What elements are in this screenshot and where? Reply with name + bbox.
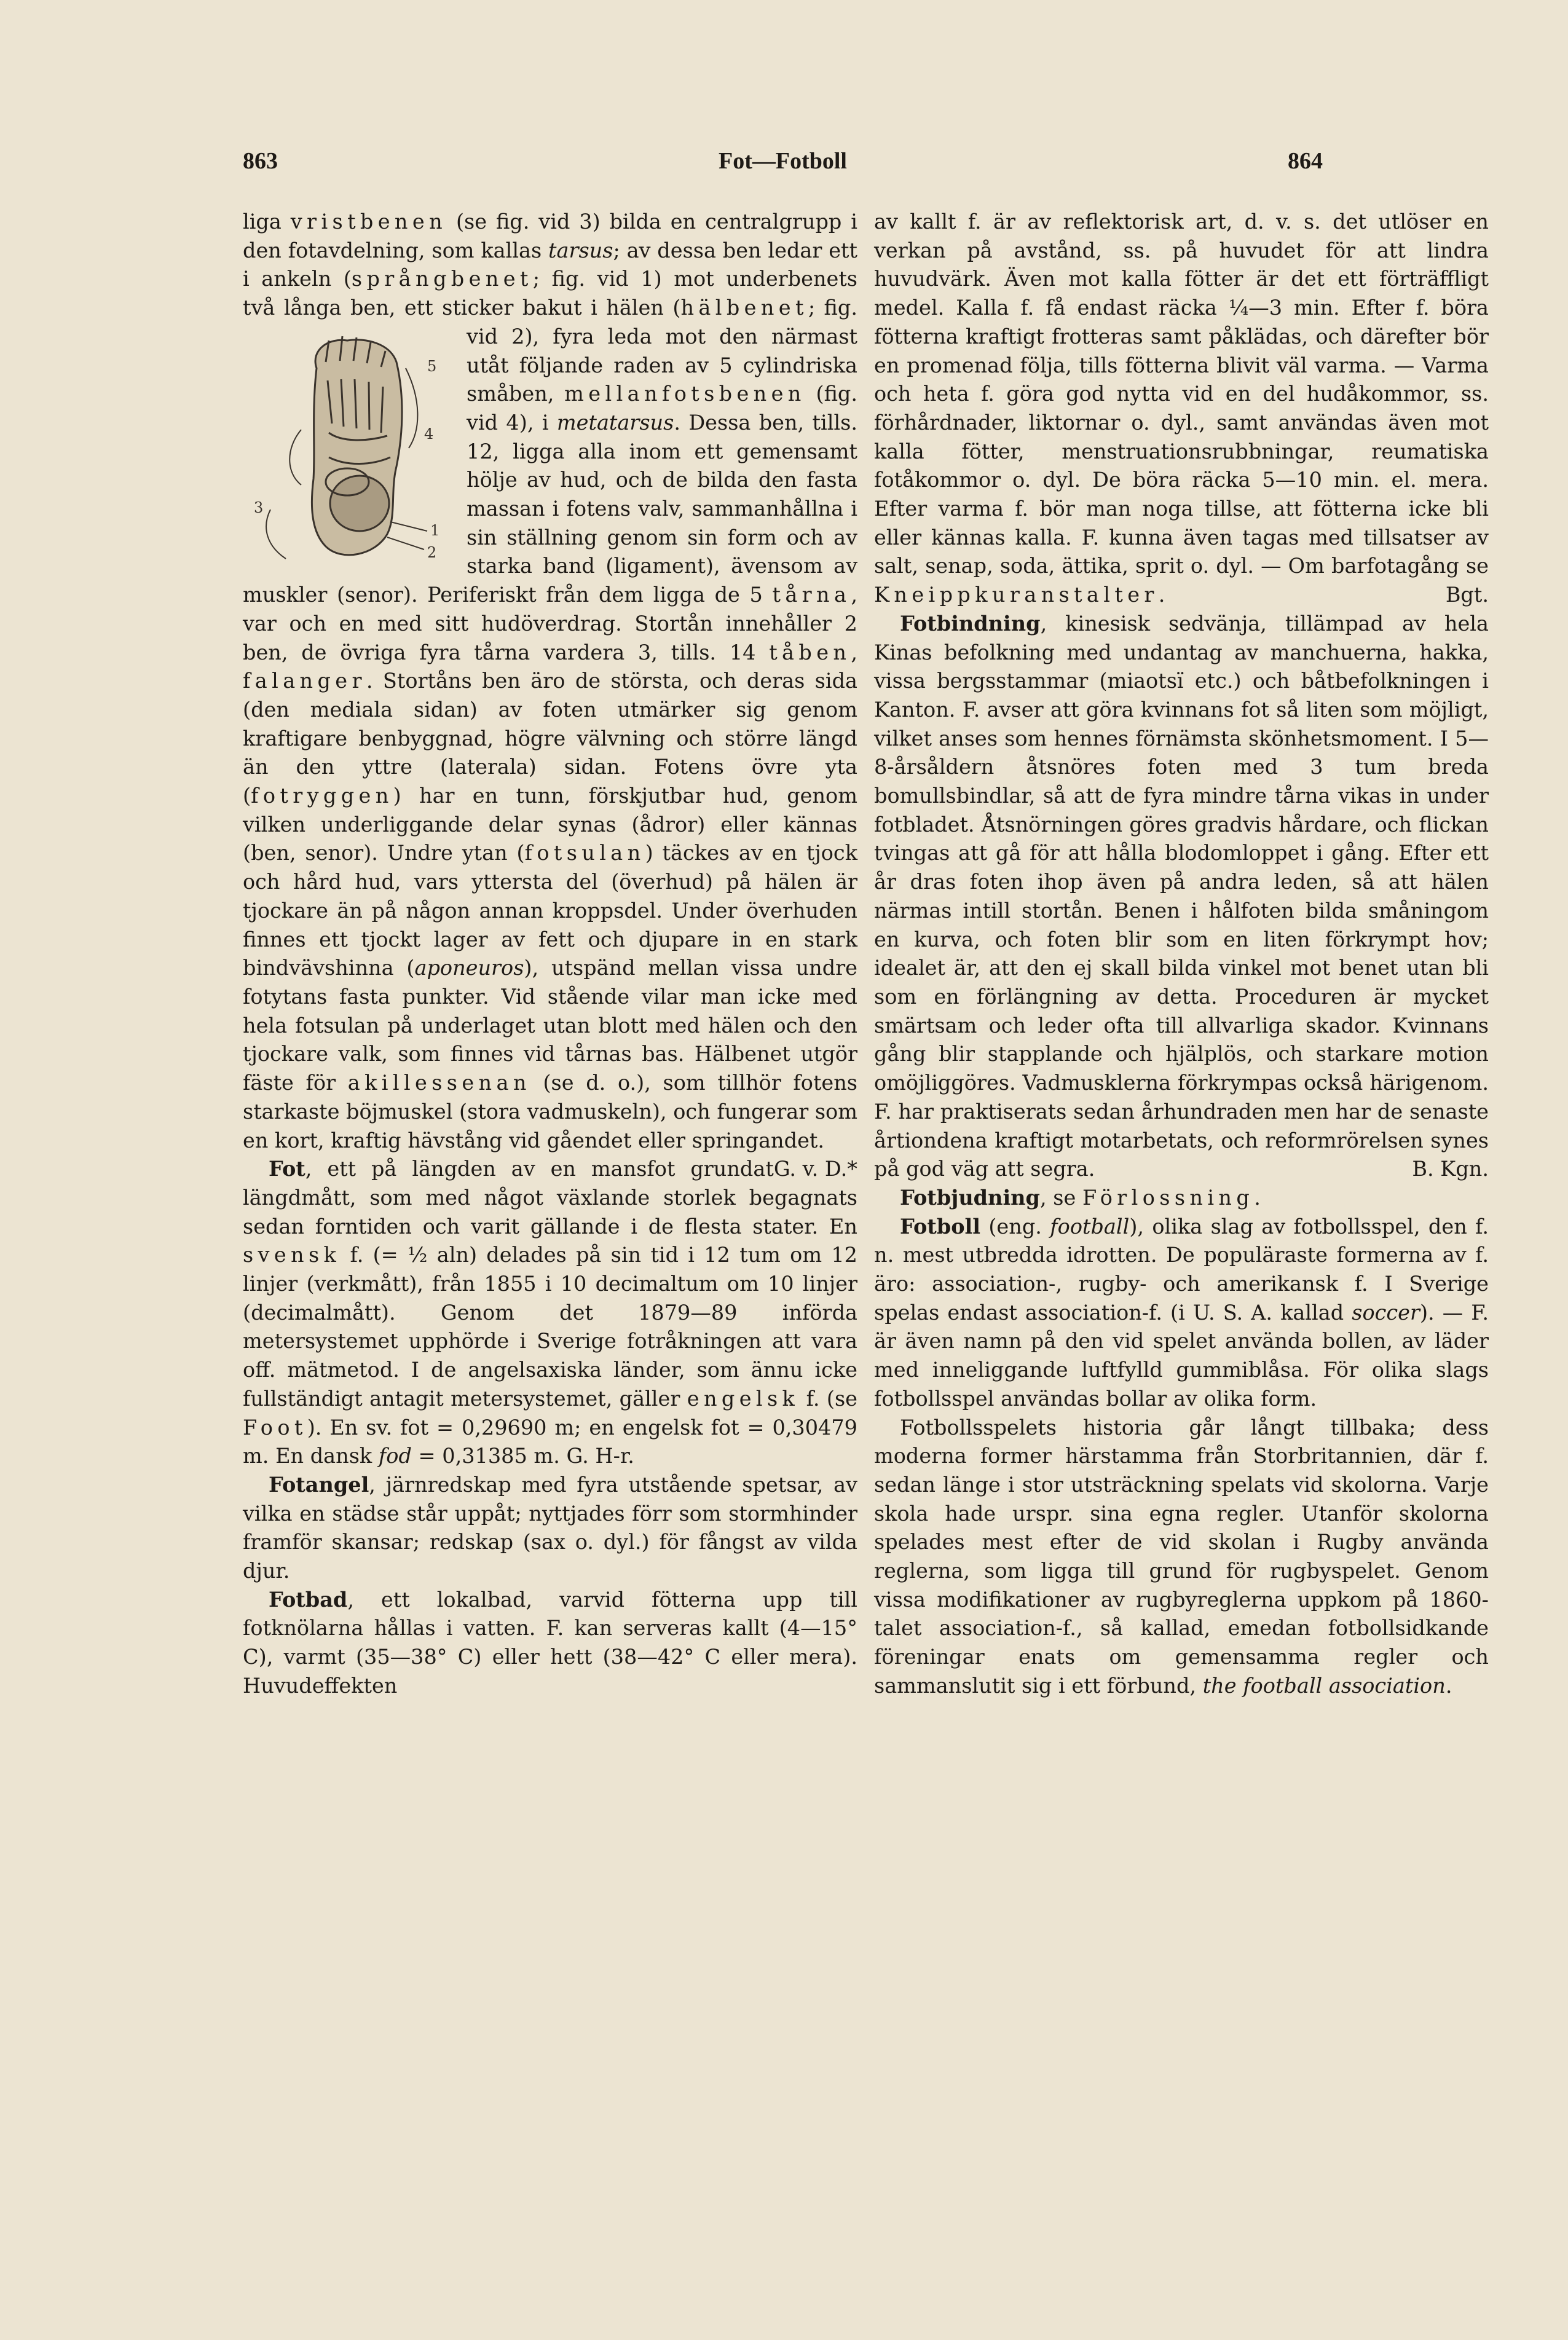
foot-skeleton-figure	[243, 325, 458, 577]
figure-label-1: 1	[430, 521, 440, 539]
paragraph-fot-anatomy: liga vristbenen (se fig. vid 3) bilda en centralgrupp i den fotavdelning, som kallas tarsus; av dessa ben ledar ett i ankeln (språngbenet; fig. vid 1) mot underbenets två långa ben, ett sticker bakut i hälen ( 5 4 3 1 2 hälbenet; fig. vid 2), fyra leda mot den närmast utåt följande raden av 5 cylindriska småben, mellanfotsbenen (fig. vid 4), i metatarsus. Dessa ben, tills. 12, ligga alla inom ett gemensamt hölje av hud, och de bilda den fasta massan i fotens valv, sammanhållna i sin ställning genom sin form och av starka band (ligament), ävensom av muskler (senor). Periferiskt från dem ligga de 5 tårna, var och en med sitt hudöverdrag. Stortån innehåller 2 ben, de övriga fyra tårna vardera 3, tills. 14 tåben, falanger. Stortåns ben äro de största, och deras sida (den mediala sidan) av foten utmärker sig genom kraftigare benbyggnad, högre välvning och större längd än den yttre (laterala) sidan. Fotens övre yta (fotryggen) har en tunn, förskjutbar hud, genom vilken underliggande delar synas (ådror) eller kännas (ben, senor). Undre ytan (fotsulan) täckes av en tjock och hård hud, vars yttersta del (överhud) på hälen är tjockare än på någon annan kroppsdel. Under överhuden finnes ett tjockt lager av fett och djupare in en stark bindvävshinna (aponeuros), utspänd mellan vissa undre fotytans fasta punkter. Vid stående vilar man icke med hela fotsulan på underlaget utan blott med hälen och den tjockare valk, som finnes vid tårnas bas. Hälbenet utgör fäste för akillessenan (se d. o.), som tillhör fotens starkaste böjmuskel (stora vadmuskeln), och fungerar som en kort, kraftig hävstång vid gåendet eller springandet. G. v. D.*	[243, 208, 857, 1155]
headword: Fotangel	[269, 1472, 369, 1497]
headword: Fotbindning	[900, 611, 1041, 636]
entry-fotbindning: Fotbindning, kinesisk sedvänja, tillämpad av hela Kinas befolkning med undantag av manchuerna, hakka, vissa bergsstammar (miaotsï etc.) och båtbefolkningen i Kanton. F. avser att göra kvinnans fot så liten som möjligt, vilket anses som hennes förnämsta skönhetsmoment. I 5—8-årsåldern åtsnöres foten med 3 tum breda bomullsbindlar, så att de fyra mindre tårna vikas in under fotbladet. Åtsnörningen göres gradvis hårdare, och flickan tvingas att gå för att hålla blodomloppet i gång. Efter ett år dras foten ihop även på andra leden, så att hälen närmas intill stortån. Benen i hålfoten bilda småningom en kurva, och foten blir som en liten förkrympt hov; idealet är, att den ej skall bilda vinkel mot benet utan bli som en förlängning av detta. Proceduren är mycket smärtsam och leder ofta till allvarliga skador. Kvinnans gång blir stapplande och hjälplös, och starkare motion omöjliggöres. Vadmusklerna förkrympas också härigenom. F. har praktiserats sedan århundraden men har de senaste årtiondena kraftigt motarbetats, och reformrörelsen synes på god väg att segra. B. Kgn.	[874, 610, 1489, 1184]
entry-fotbad-continued: av kallt f. är av reflektorisk art, d. v. s. det utlöser en verkan på avstånd, ss. på huvudet för att lindra huvudvärk. Även mot kalla fötter är det ett förträffligt medel. Kalla f. få endast räcka ¼—3 min. Efter f. böra fötterna kraftigt frotteras samt påklädas, och därefter bör en promenad följa, tills fötterna blivit väl varma. — Varma och heta f. göra god nytta vid en del hudåkommor, ss. förhårdnader, liktornar o. dyl., samt användas även mot kalla fötter, menstruationsrubbningar, reumatiska fotåkommor o. dyl. De böra räcka 5—10 min. el. mera. Efter varma f. bör man noga tillse, att fötterna icke bli eller kännas kalla. F. kunna även tagas med tillsatser av salt, senap, soda, ättika, sprit o. dyl. — Om barfotagång se Kneippkuranstalter. Bgt.	[874, 208, 1489, 610]
foot-skeleton-illustration	[243, 325, 458, 577]
entry-fotangel: Fotangel, järnredskap med fyra utstående spetsar, av vilka en städse står uppåt; nyttjades förr som stormhinder framför skansar; redskap (sax o. dyl.) för fångst av vilda djur.	[243, 1472, 857, 1583]
running-title: Fot—Fotboll	[719, 148, 847, 174]
headword: Fotbjudning	[900, 1185, 1040, 1210]
headword: Fotboll	[900, 1214, 980, 1239]
entry-fotboll: Fotboll (eng. football), olika slag av fotbollsspel, den f. n. mest utbredda idrotten. De populäraste formerna av f. äro: association-, rugby- och amerikansk f. I Sverige spelas endast association-f. (i U. S. A. kallad soccer). — F. är även namn på den vid spelet använda bollen, av läder med inneliggande luftfylld gummiblåsa. För olika slags fotbollsspel användas bollar av olika form.	[874, 1214, 1489, 1411]
headword: Fot	[269, 1157, 305, 1181]
right-column	[874, 208, 1489, 1701]
author-signature: G. v. D.*	[773, 1157, 857, 1181]
paragraph-fotboll-history: Fotbollsspelets historia går långt tillbaka; dess moderna former härstamma från Storbritannien, där f. sedan länge i stor utsträckning spelats vid skolorna. Varje skola hade urspr. sina egna regler. Utanför skolorna spelades mest efter de vid skolan i Rugby använda reglerna, som ligga till grund för rugbyspelet. Genom vissa modifikationer av rugbyreglerna uppkom på 1860-talet association-f., så kallad, emedan fotbollsidkande föreningar enats om gemensamma regler och sammanslutit sig i ett förbund, the football association.	[874, 1415, 1489, 1698]
figure-label-2: 2	[427, 543, 437, 561]
author-signature: Bgt.	[1445, 583, 1489, 607]
author-signature: B. Kgn.	[1412, 1157, 1489, 1181]
entry-fotbjudning: Fotbjudning, se Förlossning.	[900, 1185, 1261, 1210]
page-number-left: 863	[243, 148, 278, 174]
left-column	[243, 208, 857, 1701]
entry-fot-measure: Fot, ett på längden av en mansfot grundat längdmått, som med något växlande storlek begagnats sedan forntiden och varit gällande i de flesta stater. En svensk f. (= ½ aln) delades på sin tid i 12 tum om 12 linjer (verkmått), från 1855 i 10 decimaltum om 10 linjer (decimalmått). Genom det 1879—89 införda metersystemet upphörde i Sverige fotråkningen att vara off. mätmetod. I de angelsaxiska länder, som ännu icke fullständigt antagit metersystemet, gäller engelsk f. (se Foot). En sv. fot = 0,29690 m; en engelsk fot = 0,30479 m. En dansk fod = 0,31385 m. G. H-r.	[243, 1157, 857, 1468]
figure-label-4: 4	[424, 425, 434, 443]
headword: Fotbad	[269, 1587, 348, 1612]
entry-fotbad: Fotbad, ett lokalbad, varvid fötterna upp till fotknölarna hållas i vatten. F. kan serveras kallt (4—15° C), varmt (35—38° C) eller hett (38—42° C eller mera). Huvudeffekten	[243, 1587, 857, 1698]
page-number-right: 864	[1288, 148, 1323, 174]
page-header	[243, 148, 1323, 184]
figure-label-5: 5	[427, 357, 437, 375]
figure-label-3: 3	[254, 498, 264, 516]
